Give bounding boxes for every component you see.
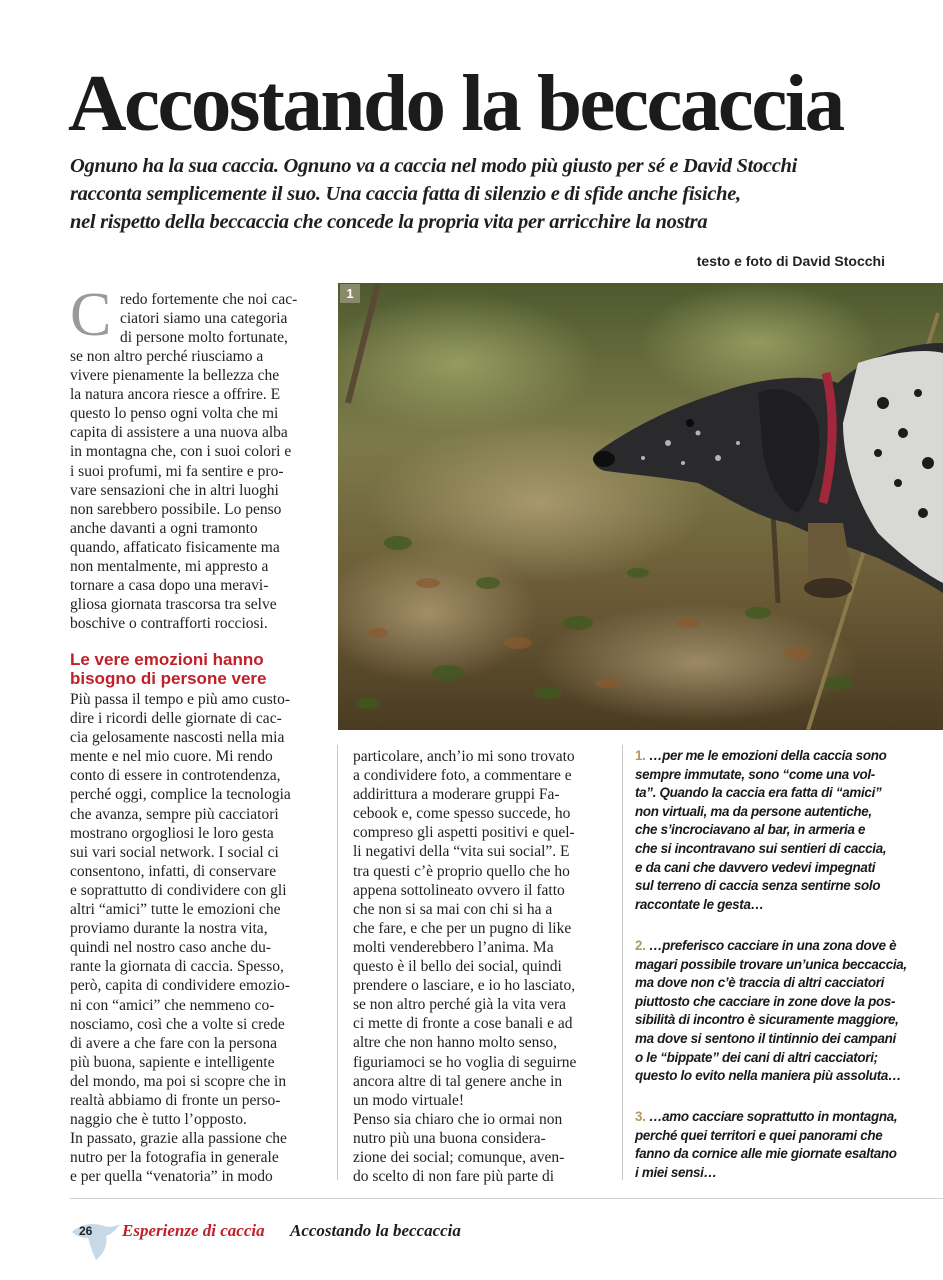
section-heading: [70, 650, 330, 688]
text-line: quindi nel nostro caso anche du-: [70, 939, 272, 957]
subtitle-line: Ognuno ha la sua caccia. Ognuno va a caccia nel modo più giusto per sé e David Stocchi: [70, 155, 798, 177]
text-line: zione dei social; comunque, aven-: [353, 1148, 565, 1166]
caption-number: 2.: [635, 938, 646, 953]
text-line: gliosa giornata trascorsa tra selve: [70, 596, 277, 614]
body-column-1: [70, 690, 291, 1186]
footer-article-title: Accostando la beccaccia: [290, 1221, 461, 1240]
caption-line: magari possibile trovare un’unica beccaccia,: [635, 956, 907, 972]
text-line: in montagna che, con i suoi colori e: [70, 443, 292, 461]
text-line: vivere pienamente la bellezza che: [70, 367, 280, 385]
caption-line: perché quei territori e quei panorami che: [635, 1127, 883, 1143]
caption-line: sibilità di incontro è sicuramente maggiore,: [635, 1012, 899, 1028]
text-line: capita di assistere a una nuova alba: [70, 424, 288, 442]
intro-indented-text: [120, 290, 297, 347]
text-line: e per quella “venatoria” in modo: [70, 1168, 273, 1186]
caption-line: fanno da cornice alle mie giornate esaltano: [635, 1146, 897, 1162]
text-line: mente e nel mio cuore. Mi rendo: [70, 748, 273, 766]
body-column-2: [353, 747, 576, 1186]
dog-photo: [338, 283, 943, 730]
text-line: realtà abbiamo di fronte un perso-: [70, 1091, 281, 1109]
text-line: che fare, e che per un pugno di like: [353, 919, 572, 937]
text-line: perché oggi, complice la tecnologia: [70, 786, 291, 804]
text-line: se non altro perché già la vita vera: [353, 996, 567, 1014]
text-line: a condividere foto, a commentare e: [353, 767, 572, 785]
text-line: la natura ancora riesce a offrire. E: [70, 386, 281, 404]
caption-line: che si incontravano sui sentieri di caccia,: [635, 840, 887, 856]
text-line: compreso gli aspetti positivi e quel-: [353, 824, 575, 842]
caption-line: ma dove non c’è traccia di altri cacciatori: [635, 975, 885, 991]
text-line: di avere a che fare con la persona: [70, 1034, 277, 1052]
text-line: del mondo, ma poi si scopre che in: [70, 1072, 287, 1090]
text-line: particolare, anch’io mi sono trovato: [353, 748, 575, 765]
caption-line: sul terreno di caccia senza sentirne solo: [635, 878, 881, 894]
text-line: proviamo durante la nostra vita,: [70, 920, 268, 938]
photo-number-badge: 1: [340, 284, 360, 303]
text-line: i suoi profumi, mi fa sentire e pro-: [70, 462, 284, 480]
footer-divider: [70, 1198, 943, 1199]
text-line: che avanza, sempre più cacciatori: [70, 805, 279, 823]
text-line: un modo virtuale!: [353, 1091, 465, 1109]
text-line: rante la giornata di caccia. Spesso,: [70, 958, 284, 976]
text-line: Più passa il tempo e più amo custo-: [70, 691, 290, 708]
text-line: se non altro perché riusciamo a: [70, 348, 264, 365]
text-line: tra questi c’è proprio quello che ho: [353, 862, 570, 880]
text-line: e soprattutto di condividere con gli: [70, 881, 287, 899]
caption-text: …amo cacciare soprattutto in montagna,: [649, 1109, 898, 1124]
text-line: Penso sia chiaro che io ormai non: [353, 1110, 563, 1128]
caption-number: 1.: [635, 748, 646, 763]
text-line: do scelto di non fare più parte di: [353, 1168, 555, 1186]
text-line: In passato, grazie alla passione che: [70, 1130, 287, 1148]
text-line: questo lo penso ogni volta che mi: [70, 405, 279, 423]
text-line: di persone molto fortunate,: [120, 329, 288, 347]
text-line: più buona, sapiente e intelligente: [70, 1053, 275, 1071]
text-line: ni con “amici” che nemmeno co-: [70, 996, 275, 1014]
text-line: nutro per la fotografia in generale: [70, 1149, 279, 1167]
page-number: 26: [79, 1224, 93, 1238]
caption-line: piuttosto che cacciare in zone dove la pos-: [635, 993, 896, 1009]
text-line: consentono, infatti, di conservare: [70, 862, 277, 880]
text-line: redo fortemente che noi cac-: [120, 291, 298, 308]
text-line: conto di essere in controtendenza,: [70, 767, 281, 785]
caption-line: [635, 747, 935, 766]
text-line: ancora altre di tal genere anche in: [353, 1072, 563, 1090]
text-line: ciatori siamo una categoria: [120, 310, 288, 328]
woodcock-logo-icon: [70, 1214, 122, 1264]
text-line: cebook e, come spesso succede, ho: [353, 805, 571, 823]
caption-number: 3.: [635, 1109, 646, 1124]
footer-section-name: Esperienze di caccia: [122, 1221, 265, 1240]
text-line: appena sottolineato ovvero il fatto: [353, 881, 565, 899]
subtitle-line: racconta semplicemente il suo. Una caccia fatta di silenzio e di sfide anche fisiche,: [70, 183, 741, 205]
intro-text: [70, 347, 291, 633]
text-line: però, capita di condividere emozio-: [70, 977, 290, 995]
section-heading-line: bisogno di persone vere: [70, 669, 267, 688]
caption-line: questo lo evito nella maniera più assoluta…: [635, 1068, 902, 1084]
photo-caption-3: [635, 1108, 935, 1182]
column-divider: [622, 745, 623, 1180]
caption-line: ma dove si sentono il tintinnio dei campani: [635, 1030, 896, 1046]
text-line: dire i ricordi delle giornate di cac-: [70, 710, 282, 728]
photo-caption-2: [635, 937, 935, 1086]
text-line: non mentalmente, mi appresto a: [70, 558, 269, 576]
text-line: li negativi della “vita sui social”. E: [353, 843, 570, 861]
caption-line: [635, 937, 935, 956]
text-line: ci mette di fronte a cose banali e ad: [353, 1015, 573, 1033]
caption-line: che s’incrociavano al bar, in armeria e: [635, 822, 866, 838]
text-line: cia gelosamente nascosti nella mia: [70, 729, 285, 747]
section-heading-line: Le vere emozioni hanno: [70, 650, 264, 669]
drop-cap: C: [70, 281, 112, 349]
caption-line: raccontate le gesta…: [635, 896, 764, 912]
caption-text: …preferisco cacciare in una zona dove è: [649, 938, 897, 953]
text-line: addirittura a moderare gruppi Fa-: [353, 786, 560, 804]
caption-line: non virtuali, ma da persone autentiche,: [635, 803, 872, 819]
caption-line: sempre immutate, sono “come una vol-: [635, 766, 875, 782]
byline: testo e foto di David Stocchi: [696, 253, 885, 269]
text-line: tornare a casa dopo una meravi-: [70, 577, 269, 595]
caption-line: e da cani che davvero vedevi impegnati: [635, 859, 876, 875]
column-divider: [337, 745, 338, 1180]
text-line: non sarebbero possibile. Lo penso: [70, 500, 282, 518]
text-line: figuriamoci se ho voglia di seguirne: [353, 1053, 577, 1071]
text-line: anche davanti a ogni tramonto: [70, 519, 258, 537]
caption-line: o le “bippate” dei cani di altri cacciatori;: [635, 1049, 878, 1065]
text-line: quando, affaticato fisicamente ma: [70, 538, 280, 556]
caption-line: ta”. Quando la caccia era fatta di “amici”: [635, 785, 882, 801]
text-line: altri “amici” tutte le emozioni che: [70, 901, 281, 919]
text-line: naggio che è tutto l’opposto.: [70, 1111, 247, 1129]
text-line: questo è il bello dei social, quindi: [353, 958, 562, 976]
caption-text: …per me le emozioni della caccia sono: [649, 748, 887, 763]
text-line: boschive o contrafforti rocciosi.: [70, 615, 268, 633]
article-title: Accostando la beccaccia: [68, 58, 843, 148]
article-subtitle: [70, 152, 930, 236]
text-line: mostrano orgogliosi le loro gesta: [70, 824, 274, 842]
text-line: altre che non hanno molto senso,: [353, 1034, 558, 1052]
text-line: prendere o lasciare, e io ho lasciato,: [353, 977, 576, 995]
photo-caption-1: [635, 747, 935, 914]
text-line: nosciamo, così che a volte si crede: [70, 1015, 285, 1033]
text-line: che non si sa mai con chi si ha a: [353, 900, 553, 918]
text-line: sui vari social network. I social ci: [70, 843, 279, 861]
text-line: vare sensazioni che in altri luoghi: [70, 481, 279, 499]
caption-line: [635, 1108, 935, 1127]
caption-line: i miei sensi…: [635, 1164, 717, 1180]
subtitle-line: nel rispetto della beccaccia che concede la propria vita per arricchire la nostra: [70, 211, 708, 233]
text-line: molti venderebbero l’anima. Ma: [353, 938, 554, 956]
text-line: nutro più una buona considera-: [353, 1129, 546, 1147]
